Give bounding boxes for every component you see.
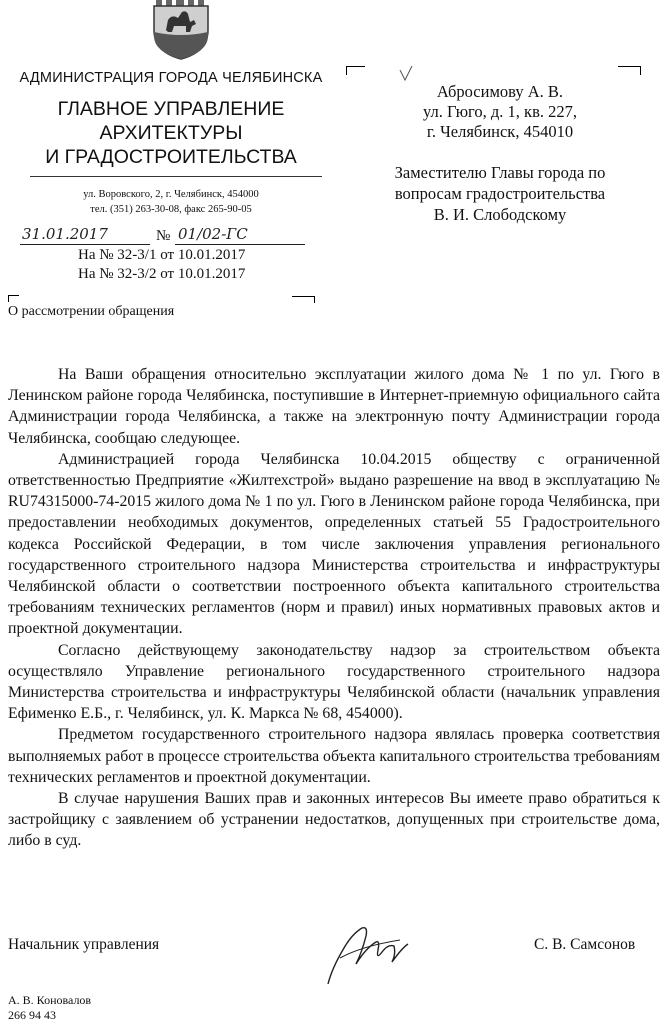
subject-corner-left bbox=[8, 295, 19, 302]
recipient-1-name: Абросимову А. В. bbox=[436, 82, 564, 101]
letter-body bbox=[8, 364, 660, 852]
department-title-line-2: АРХИТЕКТУРЫ bbox=[99, 122, 243, 144]
recipient-2-title-line-1: Заместителю Главы города по bbox=[394, 163, 606, 182]
signatory-position: Начальник управления bbox=[8, 936, 160, 953]
paragraph-2: Администрацией города Челябинска 10.04.2015 обществу с ограниченной ответственностью Предприятие «Жилтехстрой» выдано разрешение на ввод в эксплуатацию № RU74315000-74-2015 жилого дома № 1 по ул. Гюго в Ленинском районе города Челябинска, при предоставлении необходимых документов, определенных статьей 55 Градостроительного кодекса Российской Федерации, в том числе заключения управления регионального государственного строительного надзора Министерства строительства и инфраструктуры Челябинской области о соответствии построенного объекта капитального строительства требованиям технических регламентов (норм и правил) иных нормативных правовых актов и проектной документации. bbox=[8, 450, 660, 638]
reference-1: На № 32-3/1 от 10.01.2017 bbox=[78, 247, 246, 263]
number-underline bbox=[175, 244, 305, 245]
signatory-name: С. В. Самсонов bbox=[534, 936, 636, 953]
executor-name: А. В. Коновалов bbox=[8, 993, 92, 1007]
date-underline bbox=[20, 244, 150, 245]
recipient-2-name: В. И. Слободскому bbox=[433, 205, 567, 224]
paragraph-1: На Ваши обращения относительно эксплуатации жилого дома № 1 по ул. Гюго в Ленинском районе города Челябинска, поступившие в Интернет-приемную официального сайта Администрации города Челябинска, а также на электронную почту Администрации города Челябинска, сообщаю следующее. bbox=[8, 366, 660, 447]
outgoing-date: 31.01.2017 bbox=[22, 225, 108, 243]
number-label: № bbox=[156, 228, 171, 244]
handwritten-signature bbox=[322, 918, 414, 990]
executor-phone: 266 94 43 bbox=[8, 1008, 56, 1022]
recipient-1-city: г. Челябинск, 454010 bbox=[426, 122, 574, 141]
city-coat-of-arms-icon bbox=[150, 0, 212, 60]
paragraph-4: Предметом государственного строительного надзора являлась проверка соответствия выполняемых работ в процессе строительства объекта капитального строительства требованиям технических регламентов и проектной документации. bbox=[8, 726, 660, 786]
reference-2: На № 32-3/2 от 10.01.2017 bbox=[78, 266, 246, 282]
recipient-corner-left bbox=[346, 66, 365, 75]
subject-corner-right bbox=[292, 296, 315, 303]
paragraph-5: В случае нарушения Ваших прав и законных интересов Вы имеете право обратиться к застройщику с заявлением об устранении недостатков, допущенных при строительстве дома, либо в суд. bbox=[8, 790, 660, 850]
outgoing-number: 01/02-ГС bbox=[178, 225, 248, 243]
header-divider bbox=[30, 176, 322, 177]
organization-name: АДМИНИСТРАЦИЯ ГОРОДА ЧЕЛЯБИНСКА bbox=[19, 70, 323, 86]
recipient-1-street: ул. Гюго, д. 1, кв. 227, bbox=[423, 102, 577, 121]
department-title-line-1: ГЛАВНОЕ УПРАВЛЕНИЕ bbox=[57, 98, 285, 120]
department-title-line-3: И ГРАДОСТРОИТЕЛЬСТВА bbox=[45, 146, 297, 168]
paragraph-3: Согласно действующему законодательству надзор за строительством объекта осуществляло Управление регионального государственного строительного надзора Министерства строительства и инфраструктуры Челябинской области (начальник управления Ефименко Е.Б., г. Челябинск, ул. К. Маркса № 68, 454000). bbox=[8, 641, 660, 723]
letter-subject: О рассмотрении обращения bbox=[8, 304, 175, 319]
recipient-2-title-line-2: вопросам градостроительства bbox=[394, 184, 606, 203]
department-address: ул. Воровского, 2, г. Челябинск, 454000 bbox=[83, 189, 259, 200]
recipient-corner-right bbox=[618, 66, 641, 75]
department-phone: тел. (351) 263-30-08, факс 265-90-05 bbox=[90, 204, 252, 215]
checkmark-icon bbox=[398, 64, 414, 82]
